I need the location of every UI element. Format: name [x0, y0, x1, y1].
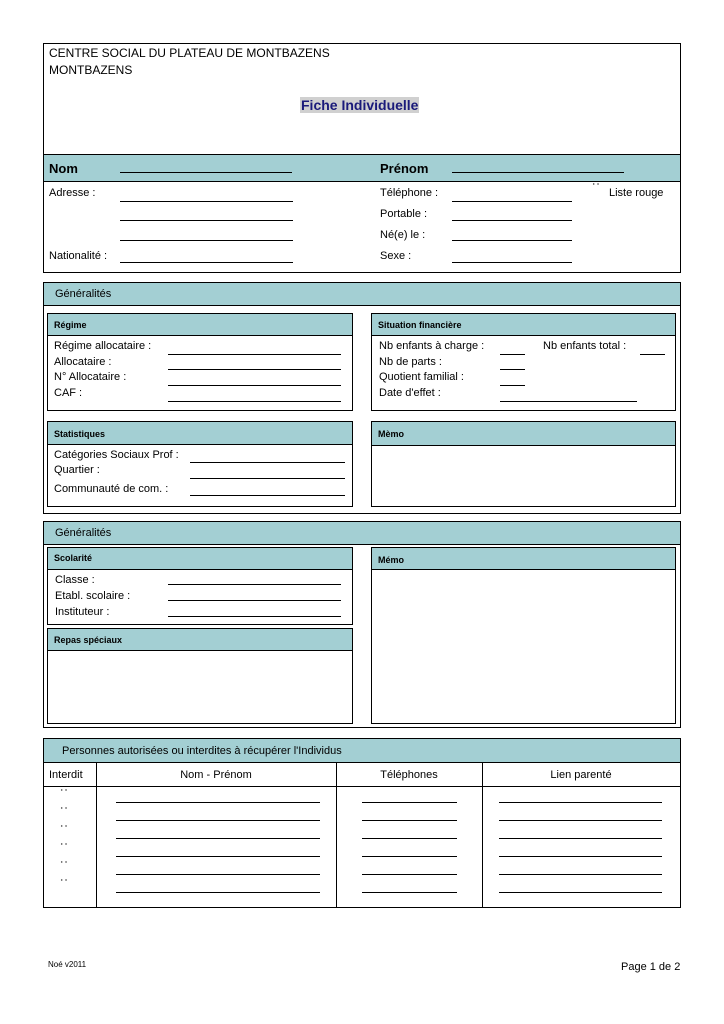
footer-page: Page 1 de 2	[621, 961, 681, 973]
repas-header	[48, 629, 352, 651]
identity-header-bar	[44, 155, 680, 182]
interdit-checkbox[interactable]: ˙˙	[60, 843, 69, 854]
caf-label: CAF :	[54, 387, 83, 399]
sexe-field[interactable]	[452, 262, 572, 263]
situation-header	[372, 314, 675, 336]
telephone-field[interactable]	[452, 201, 572, 202]
portable-field[interactable]	[452, 220, 572, 221]
personnes-header	[44, 739, 680, 763]
generalites-2-header	[44, 522, 680, 545]
footer-version: Noé v2011	[48, 960, 87, 969]
quotient-label: Quotient familial :	[379, 371, 464, 383]
generalites-section-1	[43, 282, 681, 514]
interdit-checkbox[interactable]: ˙˙	[60, 807, 69, 818]
nom-label: Nom	[49, 161, 78, 176]
header-box	[43, 43, 681, 155]
csp-label: Catégories Sociaux Prof :	[54, 449, 179, 461]
date-effet-field[interactable]	[500, 401, 637, 402]
statistiques-panel	[47, 421, 353, 507]
lien-parente-field[interactable]	[499, 892, 662, 893]
regime-allocataire-field[interactable]	[168, 354, 341, 355]
memo-2-area[interactable]	[372, 571, 675, 723]
regime-title: Régime	[54, 320, 87, 330]
n-allocataire-label: N° Allocataire :	[54, 371, 127, 383]
nom-prenom-field[interactable]	[116, 874, 320, 875]
nb-enfants-charge-field[interactable]	[500, 354, 525, 355]
instituteur-field[interactable]	[168, 616, 341, 617]
ne-le-label: Né(e) le :	[380, 229, 426, 241]
sexe-label: Sexe :	[380, 250, 412, 262]
communaute-label: Communauté de com. :	[54, 483, 169, 495]
memo-1-header	[372, 422, 675, 446]
portable-label: Portable :	[380, 208, 428, 220]
generalites-section-2	[43, 521, 681, 728]
personnes-title: Personnes autorisées ou interdites à récupérer l'Individus	[62, 745, 342, 757]
interdit-checkbox[interactable]: ˙˙	[60, 879, 69, 890]
org-city: MONTBAZENS	[49, 63, 133, 77]
n-allocataire-field[interactable]	[168, 385, 341, 386]
interdit-checkbox[interactable]: ˙˙	[60, 825, 69, 836]
page-title: Fiche Individuelle	[301, 97, 419, 113]
lien-parente-field[interactable]	[499, 820, 662, 821]
prenom-field[interactable]	[452, 172, 624, 173]
column-header-divider	[44, 786, 680, 787]
liste-rouge-label: Liste rouge	[609, 187, 664, 199]
telephone-row-field[interactable]	[362, 838, 457, 839]
nb-enfants-total-field[interactable]	[640, 354, 665, 355]
etabl-scolaire-field[interactable]	[168, 600, 341, 601]
scolarite-title: Scolarité	[54, 553, 93, 563]
statistiques-title: Statistiques	[54, 429, 106, 439]
adresse-field-1[interactable]	[120, 201, 293, 202]
allocataire-field[interactable]	[168, 369, 341, 370]
nationalite-field[interactable]	[120, 262, 293, 263]
liste-rouge-checkbox[interactable]: ˙˙	[592, 183, 601, 194]
situation-panel	[371, 313, 676, 411]
memo-2-header	[372, 548, 675, 570]
nom-prenom-field[interactable]	[116, 802, 320, 803]
nb-parts-label: Nb de parts :	[379, 356, 442, 368]
regime-header	[48, 314, 352, 336]
telephone-row-field[interactable]	[362, 892, 457, 893]
caf-field[interactable]	[168, 401, 341, 402]
telephone-row-field[interactable]	[362, 856, 457, 857]
allocataire-label: Allocataire :	[54, 356, 112, 368]
etabl-scolaire-label: Etabl. scolaire :	[55, 590, 131, 602]
col-header-interdit: Interdit	[49, 769, 83, 781]
ne-le-field[interactable]	[452, 240, 572, 241]
lien-parente-field[interactable]	[499, 856, 662, 857]
classe-field[interactable]	[168, 584, 341, 585]
repas-title: Repas spéciaux	[54, 635, 123, 645]
telephone-row-field[interactable]	[362, 802, 457, 803]
nom-prenom-field[interactable]	[116, 838, 320, 839]
memo-panel-1	[371, 421, 676, 507]
statistiques-header	[48, 422, 352, 445]
regime-allocataire-label: Régime allocataire :	[54, 340, 152, 352]
communaute-field[interactable]	[190, 495, 345, 496]
lien-parente-field[interactable]	[499, 802, 662, 803]
nom-prenom-field[interactable]	[116, 856, 320, 857]
lien-parente-field[interactable]	[499, 838, 662, 839]
memo-2-title: Mémo	[378, 555, 405, 565]
telephone-row-field[interactable]	[362, 874, 457, 875]
adresse-field-2[interactable]	[120, 220, 293, 221]
lien-parente-field[interactable]	[499, 874, 662, 875]
generalites-2-title: Généralités	[55, 527, 112, 539]
situation-title: Situation financière	[378, 320, 462, 330]
col-divider-1	[96, 763, 97, 908]
col-header-telephones: Téléphones	[380, 769, 438, 781]
col-header-nom-prenom: Nom - Prénom	[180, 769, 252, 781]
quartier-label: Quartier :	[54, 464, 100, 476]
nom-prenom-field[interactable]	[116, 892, 320, 893]
nb-enfants-total-label: Nb enfants total :	[543, 340, 627, 352]
generalites-1-header	[44, 283, 680, 306]
telephone-label: Téléphone :	[380, 187, 439, 199]
repas-panel	[47, 628, 353, 724]
telephone-row-field[interactable]	[362, 820, 457, 821]
nb-enfants-charge-label: Nb enfants à charge :	[379, 340, 485, 352]
nom-prenom-field[interactable]	[116, 820, 320, 821]
memo-panel-2	[371, 547, 676, 724]
nom-field[interactable]	[120, 172, 292, 173]
csp-field[interactable]	[190, 462, 345, 463]
scolarite-panel	[47, 547, 353, 625]
personnes-table	[43, 738, 681, 908]
classe-label: Classe :	[55, 574, 95, 586]
regime-panel	[47, 313, 353, 411]
quartier-field[interactable]	[190, 478, 345, 479]
scolarite-header	[48, 548, 352, 570]
identity-box	[43, 154, 681, 273]
date-effet-label: Date d'effet :	[379, 387, 441, 399]
nationalite-label: Nationalité :	[49, 250, 108, 262]
col-header-lien-parente: Lien parenté	[550, 769, 612, 781]
adresse-label: Adresse :	[49, 187, 96, 199]
adresse-field-3[interactable]	[120, 240, 293, 241]
interdit-checkbox[interactable]: ˙˙	[60, 789, 69, 800]
generalites-1-title: Généralités	[55, 288, 112, 300]
interdit-checkbox[interactable]: ˙˙	[60, 861, 69, 872]
quotient-field[interactable]	[500, 385, 525, 386]
col-divider-3	[482, 763, 483, 908]
col-divider-2	[336, 763, 337, 908]
memo-1-area[interactable]	[372, 447, 675, 506]
nb-parts-field[interactable]	[500, 369, 525, 370]
memo-1-title: Mèmo	[378, 429, 405, 439]
prenom-label: Prénom	[380, 161, 429, 176]
org-name: CENTRE SOCIAL DU PLATEAU DE MONTBAZENS	[49, 46, 330, 60]
repas-area[interactable]	[48, 652, 352, 723]
instituteur-label: Instituteur :	[55, 606, 110, 618]
